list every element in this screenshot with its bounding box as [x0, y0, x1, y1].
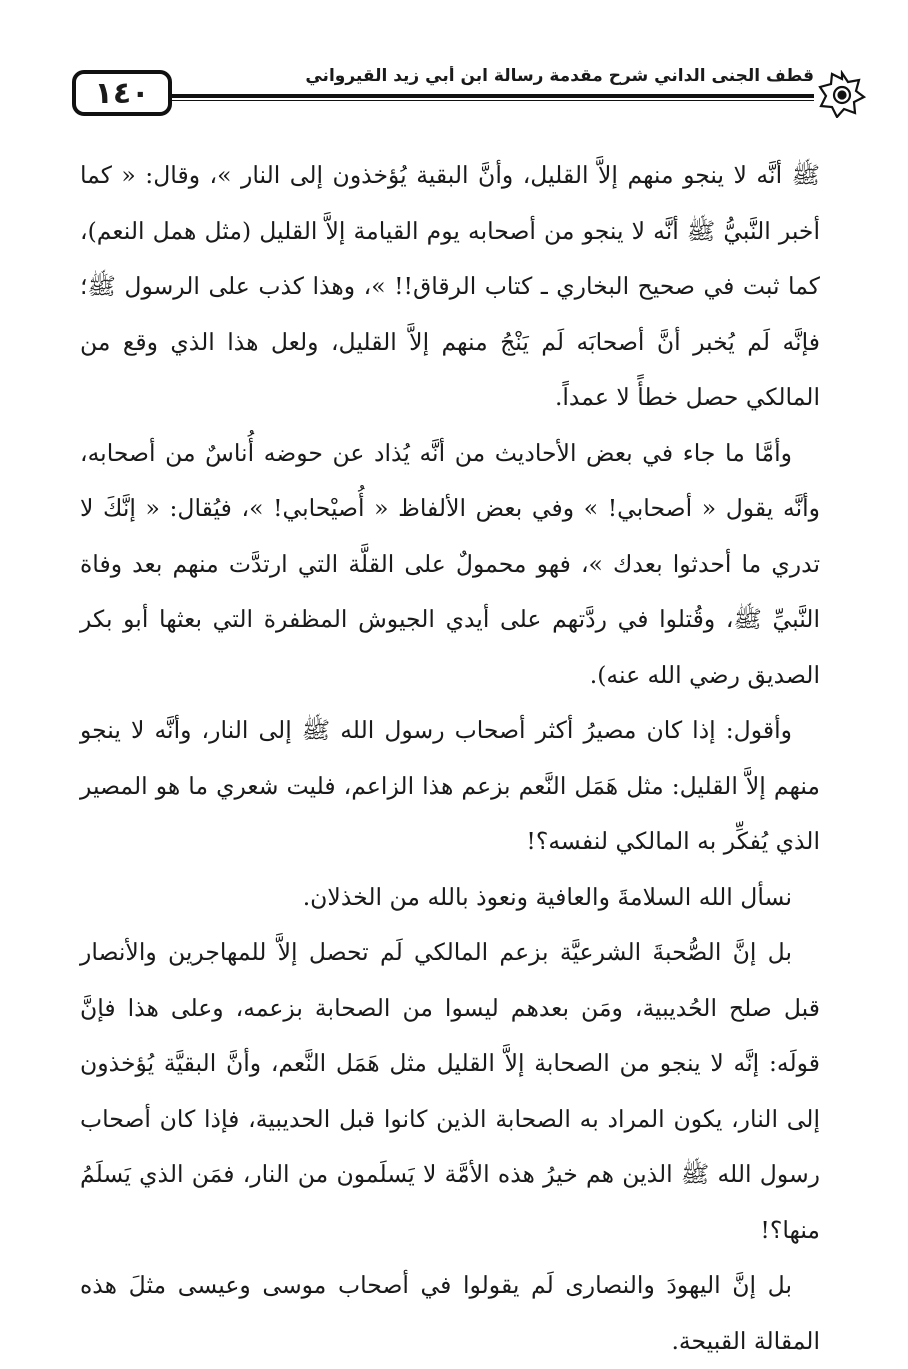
paragraph-5: بل إنَّ الصُّحبةَ الشرعيَّة بزعم المالكي لَم تحصل إلاَّ للمهاجرين والأنصار قبل صلح الحُديبية، ومَن بعدهم ليسوا من الصحابة بزعمه، وعلى هذا فإنَّ قولَه: إنَّه لا ينجو من الصحابة إلاَّ القليل مثل هَمَل النَّعم، وأنَّ البقيَّة يُؤخذون إلى النار، يكون المراد به الصحابة الذين كانوا قبل الحديبية، فإذا كان أصحاب رسول الله ﷺ الذين هم خيرُ هذه الأمَّة لا يَسلَمون من النار، فمَن الذي يَسلَمُ منها؟!	[80, 938, 820, 1244]
main-text	[80, 148, 820, 1369]
page-number: ١٤٠	[72, 70, 172, 116]
running-title: قطف الجنى الداني شرح مقدمة رسالة ابن أبي زيد القيرواني	[305, 66, 814, 86]
paragraph-2: وأمَّا ما جاء في بعض الأحاديث من أنَّه يُذاد عن حوضه أُناسٌ من أصحابه، وأنَّه يقول « أصحابي! » وفي بعض الألفاظ « أُصيْحابي! »، فيُقال: « إنَّكَ لا تدري ما أحدثوا بعدك »، فهو محمولٌ على القلَّة التي ارتدَّت منهم بعد وفاة النَّبيِّ ﷺ، وقُتلوا في ردَّتهم على أيدي الجيوش المظفرة التي بعثها أبو بكر الصديق رضي الله عنه).	[80, 438, 820, 689]
header-rule-thin	[172, 100, 814, 101]
header-rule	[172, 94, 814, 98]
paragraph-6: بل إنَّ اليهودَ والنصارى لَم يقولوا في أصحاب موسى وعيسى مثلَ هذه المقالة القبيحة.	[80, 1271, 820, 1355]
paragraph-4: نسأل الله السلامةَ والعافية ونعوذ بالله من الخذلان.	[302, 882, 792, 911]
flower-star-ornament-icon	[818, 70, 866, 118]
paragraph-3: وأقول: إذا كان مصيرُ أكثر أصحاب رسول الله ﷺ إلى النار، وأنَّه لا ينجو منهم إلاَّ القليل: مثل هَمَل النَّعم بزعم هذا الزاعم، فليت شعري ما هو المصير الذي يُفكِّر به المالكي لنفسه؟!	[80, 716, 820, 855]
paragraph-1: ﷺ أنَّه لا ينجو منهم إلاَّ القليل، وأنَّ البقية يُؤخذون إلى النار »، وقال: « كما أخبر النَّبيُّ ﷺ أنَّه لا ينجو من أصحابه يوم القيامة إلاَّ القليل (مثل همل النعم)، كما ثبت في صحيح البخاري ـ كتاب الرقاق!! »، وهذا كذب على الرسول ﷺ؛ فإنَّه لَم يُخبر أنَّ أصحابَه لَم يَنْجُ منهم إلاَّ القليل، ولعل هذا الذي وقع من المالكي حصل خطأً لا عمداً.	[80, 161, 820, 411]
page-header	[72, 62, 862, 120]
